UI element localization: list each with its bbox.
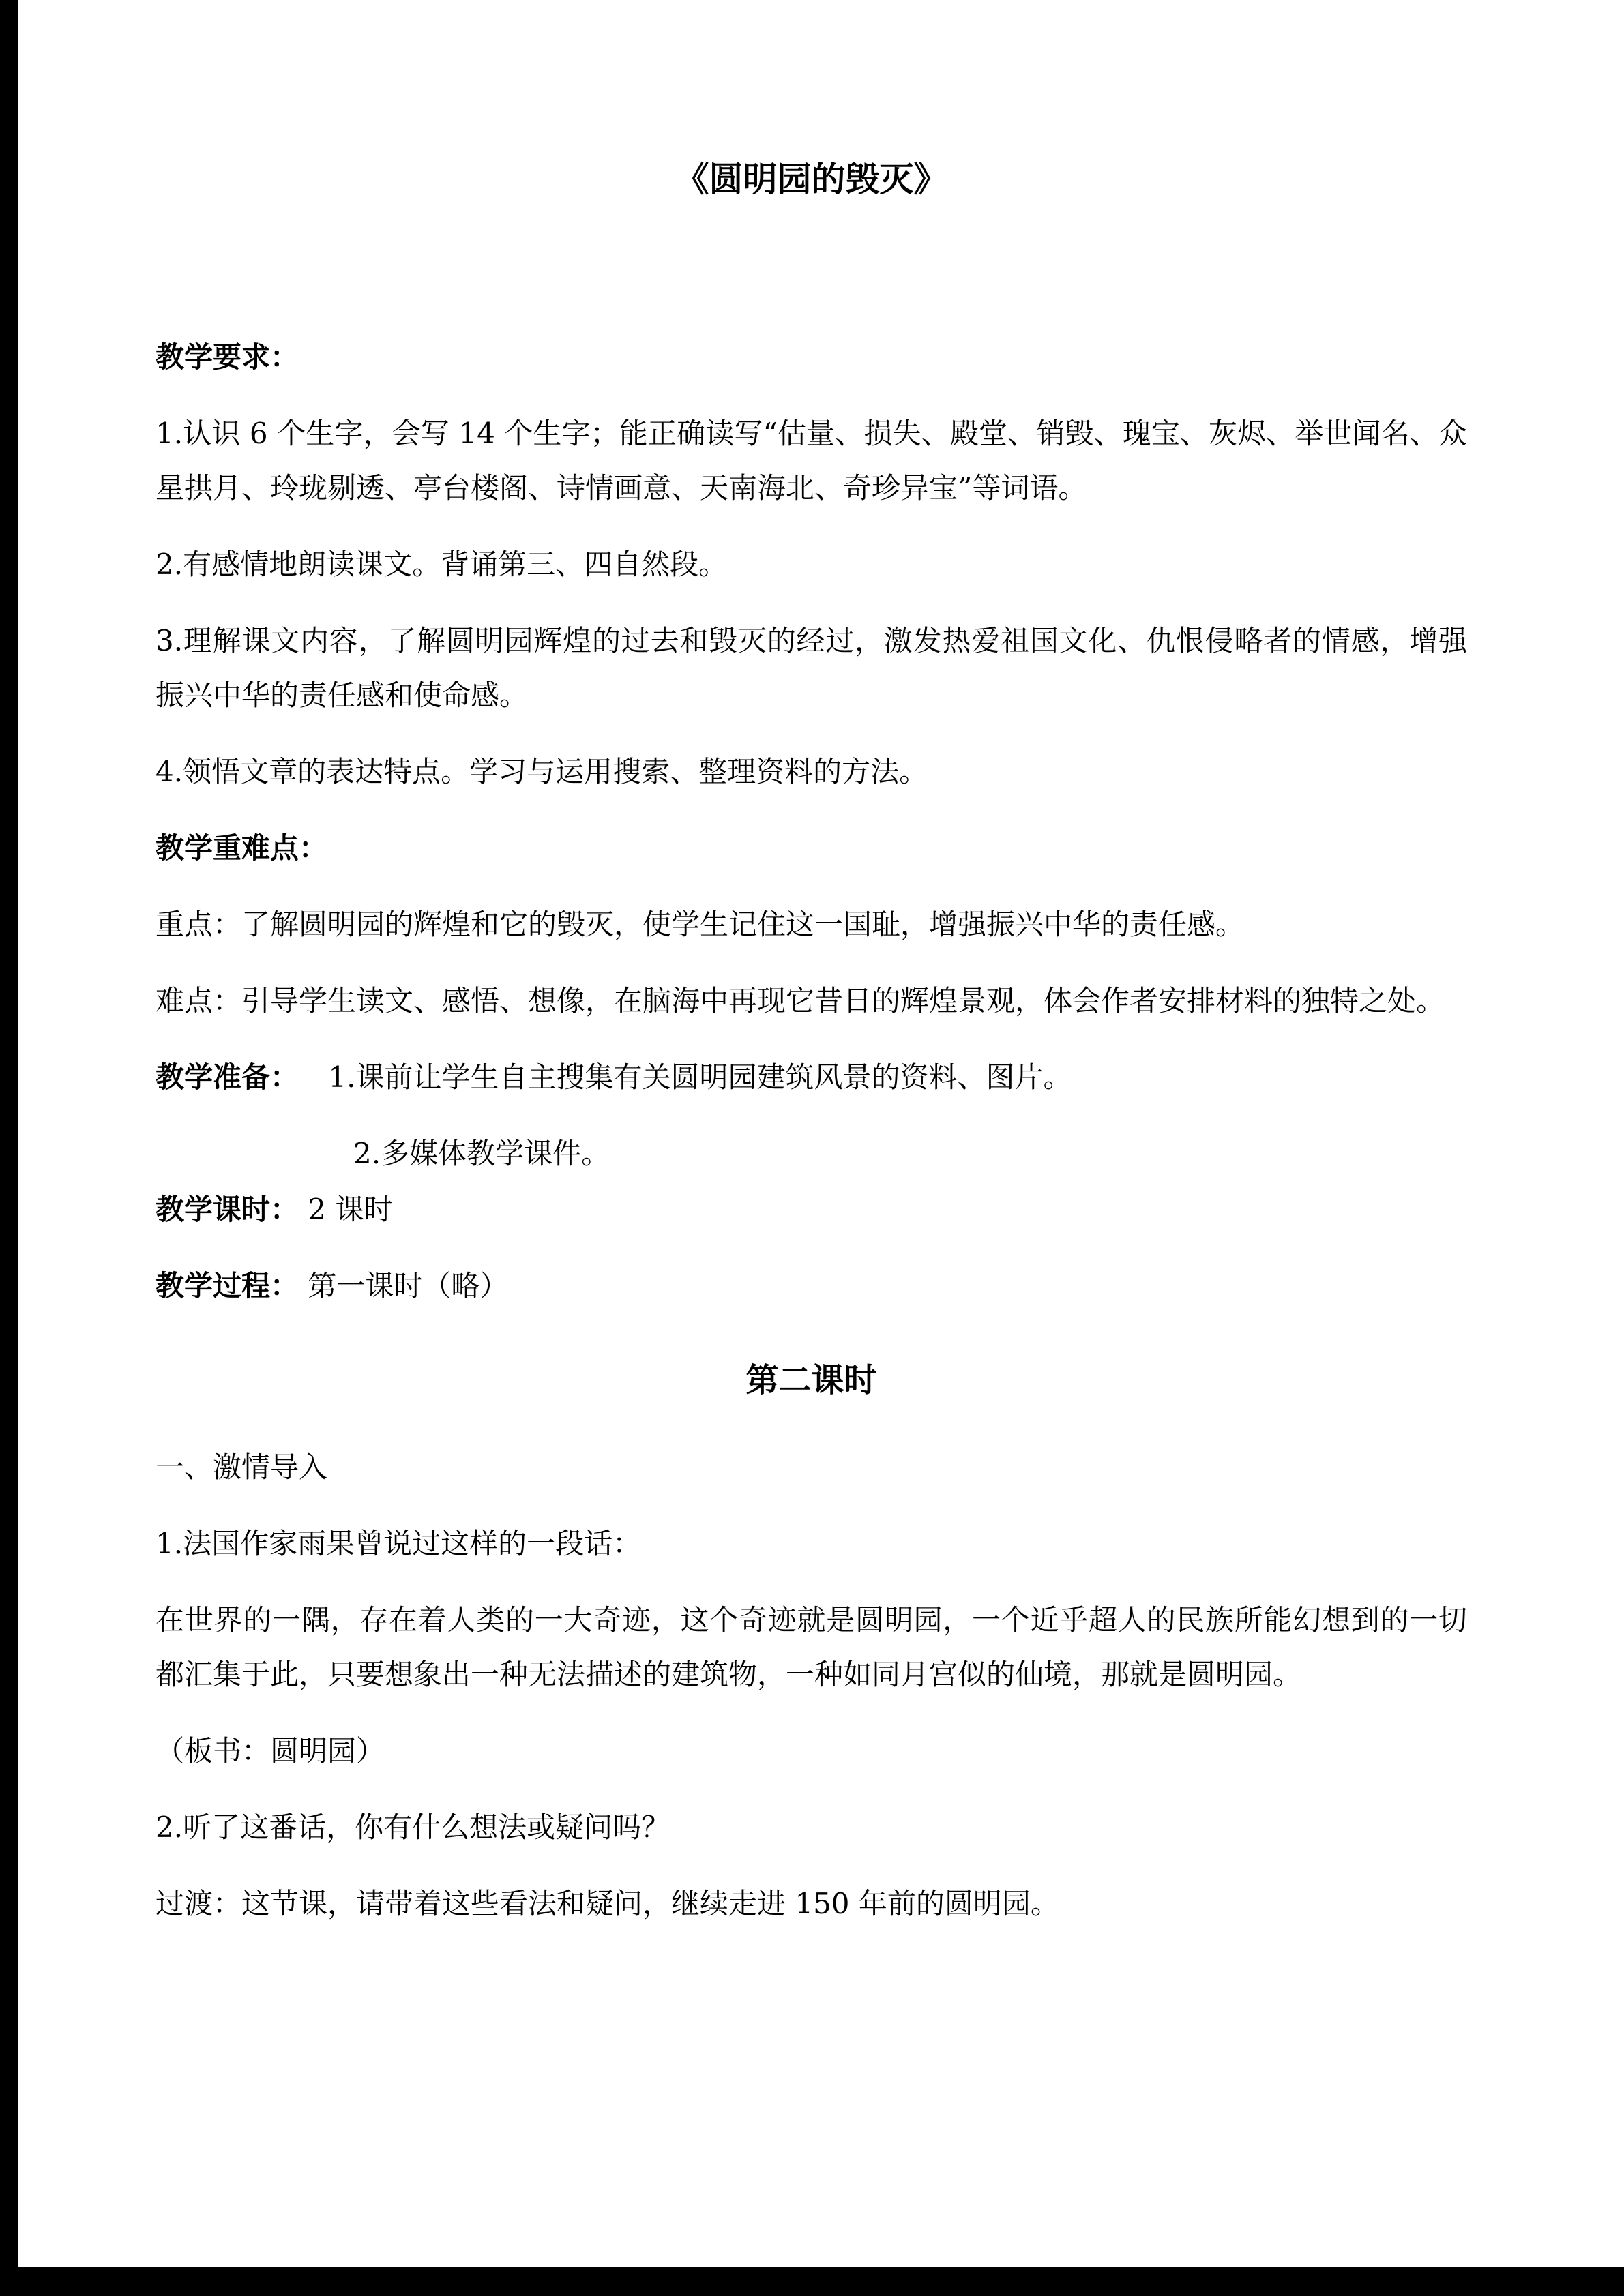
teaching-hours-text: 2 课时 bbox=[308, 1193, 393, 1226]
difficult-point-paragraph: 难点：引导学生读文、感悟、想像，在脑海中再现它昔日的辉煌景观，体会作者安排材料的独特之处。 bbox=[156, 984, 1445, 1017]
document-page bbox=[156, 158, 1467, 1953]
teaching-preparation-item-2: 2.多媒体教学课件。 bbox=[353, 1137, 610, 1170]
hugo-quote-paragraph: 在世界的一隅，存在着人类的一大奇迹，这个奇迹就是圆明园，一个近乎超人的民族所能幻想到的一切都汇集于此，只要想象出一种无法描述的建筑物，一种如同月宫似的仙境，那就是圆明园。 bbox=[156, 1603, 1467, 1691]
teaching-preparation-text: 1.课前让学生自主搜集有关圆明园建筑风景的资料、图片。 bbox=[328, 1060, 1072, 1094]
teaching-process-label: 教学过程： bbox=[156, 1269, 299, 1302]
requirement-item-3: 3.理解课文内容，了解圆明园辉煌的过去和毁灭的经过，激发热爱祖国文化、仇恨侵略者的情感，增强振兴中华的责任感和使命感。 bbox=[156, 624, 1467, 712]
intro-step-2: 2.听了这番话，你有什么想法或疑问吗？ bbox=[156, 1810, 670, 1844]
heading-teaching-requirements: 教学要求： bbox=[156, 340, 299, 374]
teaching-hours-label: 教学课时： bbox=[156, 1193, 299, 1226]
document-title: 《圆明园的毁灭》 bbox=[675, 159, 948, 199]
page-edge-bottom bbox=[0, 2267, 1624, 2296]
teaching-preparation-paragraph bbox=[156, 1050, 1467, 1105]
teaching-process-paragraph bbox=[156, 1259, 1467, 1313]
heading-key-difficult-points: 教学重难点： bbox=[156, 831, 328, 865]
key-point-paragraph: 重点：了解圆明园的辉煌和它的毁灭，使学生记住这一国耻，增强振兴中华的责任感。 bbox=[156, 908, 1245, 941]
board-writing-note: （板书：圆明园） bbox=[156, 1734, 385, 1768]
teaching-process-text: 第一课时（略） bbox=[308, 1269, 509, 1302]
heading-second-lesson: 第二课时 bbox=[745, 1361, 877, 1399]
teaching-preparation-label: 教学准备： bbox=[156, 1060, 299, 1094]
teaching-hours-paragraph bbox=[156, 1182, 1467, 1237]
intro-step-1: 1.法国作家雨果曾说过这样的一段话： bbox=[156, 1527, 642, 1560]
requirement-item-1: 1.认识 6 个生字，会写 14 个生字；能正确读写“估量、损失、殿堂、销毁、瑰宝、灰烬、举世闻名、众星拱月、玲珑剔透、亭台楼阁、诗情画意、天南海北、奇珍异宝”等词语。 bbox=[156, 417, 1467, 505]
transition-paragraph: 过渡：这节课，请带着这些看法和疑问，继续走进 150 年前的圆明园。 bbox=[156, 1887, 1059, 1920]
requirement-item-2: 2.有感情地朗读课文。背诵第三、四自然段。 bbox=[156, 548, 728, 581]
section-intro-heading: 一、激情导入 bbox=[156, 1450, 328, 1484]
requirement-item-4: 4.领悟文章的表达特点。学习与运用搜索、整理资料的方法。 bbox=[156, 755, 928, 788]
page-edge-left bbox=[0, 0, 18, 2296]
